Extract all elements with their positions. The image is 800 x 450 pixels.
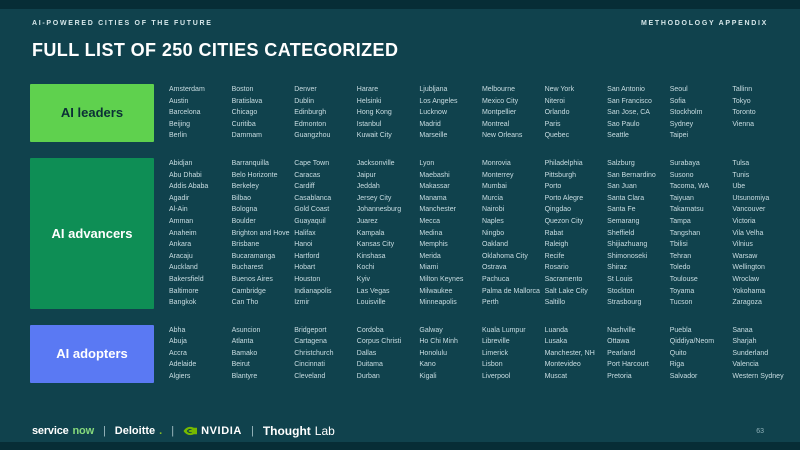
city-column	[482, 84, 545, 142]
city-item: Casablanca	[294, 194, 332, 202]
city-item: Bakersfield	[169, 275, 204, 283]
city-item: Guangzhou	[294, 132, 331, 140]
city-item: Manchester, NH	[544, 349, 595, 357]
city-item: Mexico City	[481, 97, 519, 105]
bottom-strip	[0, 442, 800, 450]
city-item: Istanbul	[356, 120, 382, 128]
city-item: Oklahoma City	[481, 252, 528, 260]
city-item: Algiers	[169, 373, 191, 381]
city-item: Gold Coast	[294, 206, 330, 214]
city-item: Addis Ababa	[169, 183, 209, 191]
city-item: Qingdao	[544, 206, 572, 214]
city-item: Porto Alegre	[544, 194, 584, 202]
city-item: Ottawa	[607, 338, 630, 346]
city-item: Toronto	[732, 109, 756, 117]
city-item: Tucson	[669, 299, 693, 307]
city-item: Saltillo	[544, 299, 566, 307]
city-item: Strasbourg	[607, 299, 642, 307]
city-item: Valencia	[732, 361, 759, 369]
city-item: Takamatsu	[669, 206, 704, 214]
city-item: Riga	[669, 361, 685, 369]
city-item: Qiddiya/Neom	[669, 338, 715, 346]
city-item: Toyama	[669, 287, 695, 295]
city-item: San Antonio	[607, 86, 645, 93]
city-item: Luanda	[544, 326, 568, 334]
category-label-ai-leaders: AI leaders	[30, 84, 154, 142]
city-item: Bratislava	[231, 97, 263, 105]
city-item: Sydney	[669, 120, 694, 128]
city-item: Jaipur	[356, 171, 376, 179]
city-item: Abidjan	[169, 159, 193, 167]
city-column	[732, 84, 795, 142]
city-item: Harare	[356, 86, 379, 93]
city-item: Adelaide	[169, 361, 197, 369]
city-item: Pearland	[607, 349, 636, 357]
city-item: Ostrava	[481, 264, 507, 272]
city-item: Lusaka	[544, 338, 568, 346]
city-item: Dammam	[231, 132, 262, 140]
city-item: Wellington	[732, 264, 765, 272]
city-item: Salzburg	[607, 159, 635, 167]
city-item: Jacksonville	[356, 159, 395, 167]
deloitte-dot: .	[159, 425, 163, 437]
deloitte-logo	[115, 425, 162, 437]
city-item: Sofia	[669, 97, 686, 105]
city-item: Kochi	[356, 264, 375, 272]
city-item: Honolulu	[419, 349, 448, 357]
city-item: Maebashi	[419, 171, 450, 179]
city-item: Shimonoseki	[607, 252, 648, 260]
category-list	[30, 84, 795, 383]
city-item: Recife	[544, 252, 565, 260]
category-section-ai-advancers	[30, 158, 795, 309]
city-column	[419, 84, 482, 142]
city-column	[482, 325, 545, 383]
city-item: Vienna	[732, 120, 755, 128]
city-item: Tunis	[732, 171, 750, 179]
city-item: Philadelphia	[544, 159, 583, 167]
category-label-ai-adopters: AI adopters	[30, 325, 154, 383]
city-item: Montreal	[481, 120, 510, 128]
city-item: Las Vegas	[356, 287, 390, 295]
city-item: Mecca	[419, 217, 440, 225]
page-title: FULL LIST OF 250 CITIES CATEGORIZED	[32, 40, 399, 60]
city-item: Lyon	[419, 159, 435, 167]
city-item: Milwaukee	[419, 287, 453, 295]
city-grid-ai-adopters	[169, 325, 795, 383]
city-item: Denver	[294, 86, 317, 93]
city-item: Orlando	[544, 109, 570, 117]
city-item: Berkeley	[231, 183, 259, 191]
header	[32, 20, 768, 27]
city-item: Manchester	[419, 206, 456, 214]
city-item: Sunderland	[732, 349, 769, 357]
city-item: Los Angeles	[419, 97, 458, 105]
city-item: Bilbao	[231, 194, 252, 202]
city-item: Abha	[169, 326, 186, 334]
city-item: Hong Kong	[356, 109, 392, 117]
city-item: Jeddah	[356, 183, 380, 191]
city-item: San Francisco	[607, 97, 652, 105]
city-item: Galway	[419, 326, 443, 334]
city-item: Beirut	[231, 361, 250, 369]
city-column	[607, 158, 670, 309]
city-column	[732, 325, 795, 383]
city-item: Juarez	[356, 217, 378, 225]
city-item: Cape Town	[294, 159, 330, 167]
city-item: Susono	[669, 171, 694, 179]
city-item: Taipei	[669, 132, 689, 140]
city-item: Johannesburg	[356, 206, 402, 214]
city-item: Santa Clara	[607, 194, 645, 202]
city-item: Tangshan	[669, 229, 701, 237]
city-item: Austin	[169, 97, 189, 105]
city-item: Perth	[481, 299, 499, 307]
city-item: Cordoba	[356, 326, 384, 334]
city-item: Muscat	[544, 373, 568, 381]
city-item: Quezon City	[544, 217, 584, 225]
city-column	[169, 158, 232, 309]
city-item: Santa Fe	[607, 206, 636, 214]
city-item: Miami	[419, 264, 439, 272]
city-item: San Juan	[607, 183, 637, 191]
city-column	[232, 325, 295, 383]
city-item: Kano	[419, 361, 436, 369]
city-item: Beijing	[169, 120, 191, 128]
nvidia-eye-icon	[183, 426, 197, 436]
city-item: Kigali	[419, 373, 437, 381]
city-item: Montpellier	[481, 109, 517, 117]
city-item: Izmir	[294, 299, 310, 307]
city-item: Kuala Lumpur	[481, 326, 526, 334]
city-item: Tehran	[669, 252, 692, 260]
page-number: 63	[756, 428, 764, 435]
city-item: Seoul	[669, 86, 688, 93]
city-item: Cincinnati	[294, 361, 325, 369]
city-item: Houston	[294, 275, 321, 283]
city-column	[419, 158, 482, 309]
city-item: Makassar	[419, 183, 450, 191]
city-item: Barranquilla	[231, 159, 269, 167]
city-item: Jersey City	[356, 194, 392, 202]
city-item: Cleveland	[294, 373, 326, 381]
city-item: Wroclaw	[732, 275, 760, 283]
nvidia-text: NVIDIA	[201, 425, 242, 437]
thoughtlab-light-text: Lab	[314, 424, 335, 438]
city-item: New York	[544, 86, 575, 93]
category-section-ai-adopters	[30, 325, 795, 383]
city-item: Bridgeport	[294, 326, 327, 334]
city-item: Belo Horizonte	[231, 171, 278, 179]
city-item: Louisville	[356, 299, 386, 307]
city-item: Caracas	[294, 171, 321, 179]
city-item: Merida	[419, 252, 441, 260]
city-item: Monterrey	[481, 171, 514, 179]
city-item: Ube	[732, 183, 746, 191]
city-item: Western Sydney	[732, 373, 784, 381]
footer-divider: |	[102, 425, 106, 437]
header-left-label: AI-POWERED CITIES OF THE FUTURE	[32, 20, 213, 27]
city-item: Agadir	[169, 194, 190, 202]
city-item: Cardiff	[294, 183, 315, 191]
city-item: Limerick	[481, 349, 509, 357]
city-item: Asuncion	[231, 326, 261, 334]
city-item: Accra	[169, 349, 187, 357]
thoughtlab-logo	[263, 424, 335, 438]
city-item: Abu Dhabi	[169, 171, 202, 179]
city-item: Boston	[231, 86, 254, 93]
city-column	[294, 325, 357, 383]
city-item: Vancouver	[732, 206, 766, 214]
city-column	[294, 84, 357, 142]
city-item: Baltimore	[169, 287, 199, 295]
city-item: Brighton and Hove	[231, 229, 290, 237]
city-item: Helsinki	[356, 97, 382, 105]
city-item: Halifax	[294, 229, 316, 237]
city-grid-ai-advancers	[169, 158, 795, 309]
city-item: Murcia	[481, 194, 503, 202]
city-item: Quebec	[544, 132, 570, 140]
city-item: New Orleans	[481, 132, 523, 140]
city-item: Can Tho	[231, 299, 259, 307]
city-item: Sanaa	[732, 326, 753, 334]
city-item: Oakland	[481, 241, 509, 249]
city-column	[232, 158, 295, 309]
city-item: Ljubljana	[419, 86, 448, 93]
city-item: Taiyuan	[669, 194, 694, 202]
category-label-ai-advancers: AI advancers	[30, 158, 154, 309]
city-item: Liverpool	[481, 373, 511, 381]
city-item: Seattle	[607, 132, 629, 140]
nvidia-logo	[183, 425, 242, 437]
city-item: Auckland	[169, 264, 198, 272]
city-item: San Jose, CA	[607, 109, 650, 117]
city-item: Sheffield	[607, 229, 635, 237]
city-item: Pretoria	[607, 373, 632, 381]
deloitte-text: Deloitte	[114, 425, 156, 437]
city-item: Mumbai	[481, 183, 507, 191]
city-column	[169, 325, 232, 383]
city-item: Memphis	[419, 241, 448, 249]
city-item: Corpus Christi	[356, 338, 402, 346]
city-item: Brisbane	[231, 241, 260, 249]
city-item: Durban	[356, 373, 380, 381]
city-item: Victoria	[732, 217, 756, 225]
city-column	[670, 158, 733, 309]
city-item: Toulouse	[669, 275, 698, 283]
top-strip	[0, 0, 800, 9]
city-item: Semarang	[607, 217, 640, 225]
servicenow-text: service	[32, 425, 69, 437]
city-item: Al-Ain	[169, 206, 188, 214]
city-item: Kuwait City	[356, 132, 392, 140]
city-item: Nairobi	[481, 206, 505, 214]
city-item: Chicago	[231, 109, 258, 117]
footer	[32, 424, 335, 438]
city-item: Tallinn	[732, 86, 753, 93]
city-item: Paris	[544, 120, 561, 128]
city-item: Palma de Mallorca	[481, 287, 540, 295]
city-item: Dublin	[294, 97, 315, 105]
city-item: Blantyre	[231, 373, 258, 381]
city-item: Kampala	[356, 229, 385, 237]
city-item: Monrovia	[481, 159, 511, 167]
city-item: Porto	[544, 183, 562, 191]
city-column	[357, 84, 420, 142]
city-item: Kyiv	[356, 275, 371, 283]
city-item: Marseille	[419, 132, 448, 140]
city-item: Boulder	[231, 217, 256, 225]
city-item: Utsunomiya	[732, 194, 770, 202]
city-item: Salt Lake City	[544, 287, 588, 295]
city-column	[545, 325, 608, 383]
city-item: Raleigh	[544, 241, 569, 249]
city-item: Nashville	[607, 326, 636, 334]
city-column	[607, 84, 670, 142]
city-item: San Bernardino	[607, 171, 656, 179]
city-item: Christchurch	[294, 349, 334, 357]
city-item: Tampa	[669, 217, 691, 225]
city-item: Amsterdam	[169, 86, 205, 93]
city-item: Curitiba	[231, 120, 256, 128]
city-column	[357, 158, 420, 309]
city-column	[670, 84, 733, 142]
city-item: Stockholm	[669, 109, 703, 117]
city-item: Surabaya	[669, 159, 700, 167]
city-item: Stockton	[607, 287, 635, 295]
city-column	[545, 158, 608, 309]
servicenow-now-text: now	[72, 425, 94, 437]
city-item: Hanoi	[294, 241, 313, 249]
city-item: Vilnius	[732, 241, 753, 249]
city-item: St Louis	[607, 275, 633, 283]
city-item: Abuja	[169, 338, 187, 346]
city-column	[545, 84, 608, 142]
city-item: Bucharest	[231, 264, 264, 272]
city-item: Guayaquil	[294, 217, 326, 225]
footer-divider: |	[171, 425, 175, 437]
city-item: Dallas	[356, 349, 377, 357]
city-item: Cambridge	[231, 287, 266, 295]
header-right-label: METHODOLOGY APPENDIX	[641, 20, 768, 27]
city-item: Aracaju	[169, 252, 193, 260]
city-item: Minneapolis	[419, 299, 457, 307]
city-item: Edmonton	[294, 120, 327, 128]
city-column	[294, 158, 357, 309]
city-grid-ai-leaders	[169, 84, 795, 142]
city-item: Edinburgh	[294, 109, 327, 117]
category-section-ai-leaders	[30, 84, 795, 142]
city-item: Hartford	[294, 252, 320, 260]
city-column	[607, 325, 670, 383]
city-item: Warsaw	[732, 252, 758, 260]
city-item: Pittsburgh	[544, 171, 577, 179]
city-item: Salvador	[669, 373, 698, 381]
city-item: Sharjah	[732, 338, 757, 346]
city-item: Ningbo	[481, 229, 505, 237]
city-item: Montevideo	[544, 361, 581, 369]
thoughtlab-bold-text: Thought	[262, 424, 311, 438]
city-item: Lucknow	[419, 109, 448, 117]
city-item: Lisbon	[481, 361, 503, 369]
city-item: Rosario	[544, 264, 569, 272]
city-column	[419, 325, 482, 383]
city-item: Hobart	[294, 264, 316, 272]
city-item: Medina	[419, 229, 443, 237]
city-item: Berlin	[169, 132, 187, 140]
city-column	[232, 84, 295, 142]
city-item: Madrid	[419, 120, 441, 128]
city-item: Sacramento	[544, 275, 583, 283]
city-item: Zaragoza	[732, 299, 762, 307]
city-item: Bucaramanga	[231, 252, 276, 260]
city-item: Puebla	[669, 326, 692, 334]
city-item: Ho Chi Minh	[419, 338, 458, 346]
city-item: Naples	[481, 217, 504, 225]
servicenow-logo	[32, 425, 94, 437]
city-item: Buenos Aires	[231, 275, 273, 283]
city-item: Rabat	[544, 229, 564, 237]
city-item: Bangkok	[169, 299, 197, 307]
city-item: Kinshasa	[356, 252, 386, 260]
city-item: Amman	[169, 217, 194, 225]
city-item: Atlanta	[231, 338, 254, 346]
city-item: Bologna	[231, 206, 258, 214]
city-item: Indianapolis	[294, 287, 332, 295]
city-column	[357, 325, 420, 383]
city-item: Sao Paulo	[607, 120, 640, 128]
city-item: Tulsa	[732, 159, 750, 167]
city-item: Anaheim	[169, 229, 197, 237]
city-item: Tacoma, WA	[669, 183, 710, 191]
city-item: Barcelona	[169, 109, 201, 117]
city-item: Shijiazhuang	[607, 241, 648, 249]
city-item: Yokohama	[732, 287, 766, 295]
city-item: Niteroi	[544, 97, 565, 105]
city-item: Milton Keynes	[419, 275, 464, 283]
footer-divider: |	[250, 425, 254, 437]
city-item: Cartagena	[294, 338, 327, 346]
city-item: Libreville	[481, 338, 510, 346]
city-item: Pachuca	[481, 275, 510, 283]
city-item: Kansas City	[356, 241, 395, 249]
city-item: Port Harcourt	[607, 361, 649, 369]
city-item: Manama	[419, 194, 447, 202]
city-item: Quito	[669, 349, 687, 357]
city-item: Tokyo	[732, 97, 751, 105]
city-item: Tbilisi	[669, 241, 688, 249]
city-item: Melbourne	[481, 86, 516, 93]
city-item: Shiraz	[607, 264, 627, 272]
city-item: Duitama	[356, 361, 383, 369]
city-column	[482, 158, 545, 309]
city-column	[732, 158, 795, 309]
city-item: Bamako	[231, 349, 258, 357]
city-item: Ankara	[169, 241, 192, 249]
city-item: Vila Velha	[732, 229, 764, 237]
city-item: Toledo	[669, 264, 691, 272]
city-column	[670, 325, 733, 383]
city-column	[169, 84, 232, 142]
